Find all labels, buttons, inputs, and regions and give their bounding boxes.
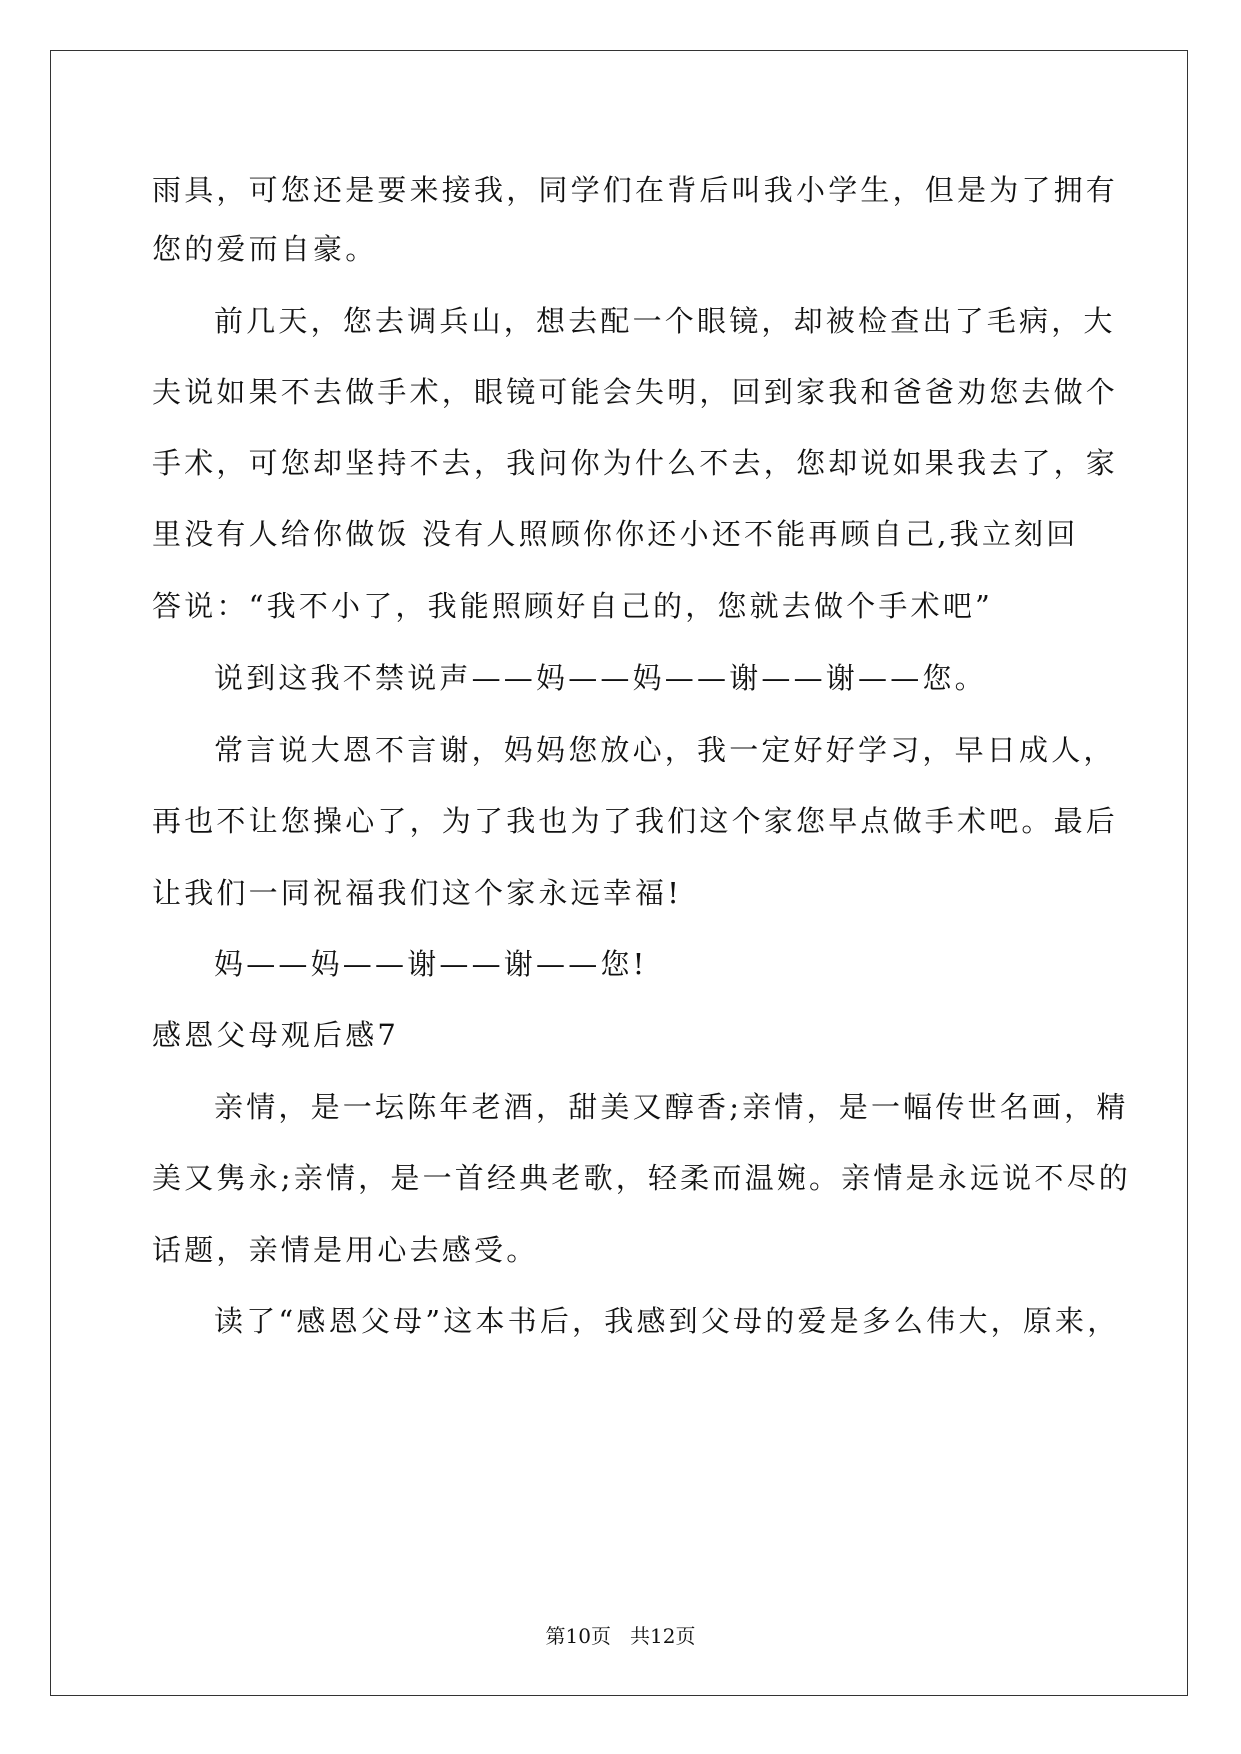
body-text-line: 您的爱而自豪。 bbox=[152, 232, 378, 266]
body-text-line: 美又隽永;亲情，是一首经典老歌，轻柔而温婉。亲情是永远说不尽的 bbox=[152, 1161, 1131, 1195]
body-text-line: 读了“感恩父母”这本书后，我感到父母的爱是多么伟大，原来， bbox=[214, 1304, 1120, 1338]
body-text-line: 里没有人给你做饭 没有人照顾你你还小还不能再顾自己,我立刻回 bbox=[152, 517, 1079, 551]
body-text-line: 让我们一同祝福我们这个家永远幸福! bbox=[152, 876, 683, 910]
body-text-line: 雨具，可您还是要来接我，同学们在背后叫我小学生，但是为了拥有 bbox=[152, 173, 1119, 207]
body-text-line: 亲情，是一坛陈年老酒，甜美又醇香;亲情，是一幅传世名画，精 bbox=[214, 1090, 1129, 1124]
body-text-line: 夫说如果不去做手术，眼镜可能会失明，回到家我和爸爸劝您去做个 bbox=[152, 375, 1119, 409]
body-text-line: 手术，可您却坚持不去，我问你为什么不去，您却说如果我去了，家 bbox=[152, 446, 1119, 480]
body-text-line: 前几天，您去调兵山，想去配一个眼镜，却被检查出了毛病，大 bbox=[214, 304, 1116, 338]
body-text-line: 常言说大恩不言谢，妈妈您放心，我一定好好学习，早日成人， bbox=[214, 733, 1116, 767]
body-text-line: 话题，亲情是用心去感受。 bbox=[152, 1233, 539, 1267]
body-text-line: 答说：“我不小了，我能照顾好自己的，您就去做个手术吧” bbox=[152, 589, 994, 623]
body-text-line: 说到这我不禁说声——妈——妈——谢——谢——您。 bbox=[214, 661, 987, 695]
section-heading: 感恩父母观后感7 bbox=[152, 1018, 400, 1052]
page-number-footer: 第10页 共12页 bbox=[545, 1624, 696, 1648]
body-text-line: 妈——妈——谢——谢——您! bbox=[214, 947, 648, 981]
body-text-line: 再也不让您操心了，为了我也为了我们这个家您早点做手术吧。最后 bbox=[152, 804, 1119, 838]
